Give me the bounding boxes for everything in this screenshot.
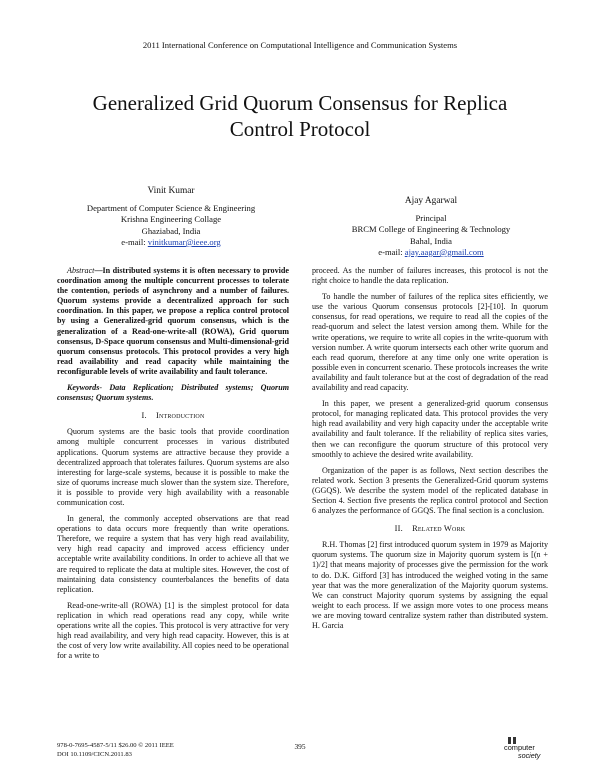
author-block-1 [55,186,287,248]
conference-header: 2011 International Conference on Computational Intelligence and Communication Systems [142,40,458,50]
author-name: Vinit Kumar [147,186,195,196]
section-number: II. [394,524,403,534]
abstract [57,266,289,377]
page-number: 395 [294,742,306,751]
logo-word-society: society [518,751,541,760]
section-title: Related Work [412,524,466,534]
author-name: Ajay Agarwal [404,196,458,206]
author-block-2 [312,196,550,258]
paragraph: Organization of the paper is as follows, Next section describes the related work. Section 3 presents the Generalized-Grid quorum systems (GGQS). We describe the system model of the replicated database in Section 4. Section five presents the replica control protocol and Section 6 analyzes the performance of GGQS. The final section is a conclusion. [312,465,548,516]
paragraph: R.H. Thomas [2] first introduced quorum system in 1979 as Majority quorum systems. The quorum size in Majority quorum system is [(n + 1)/2] that means majority of processes give the permission for the work to do. D.K. Gifford [3] has introduced the weighed voting in the same year that was the more generalization of the Majority quorum systems. We can construct Majority quorum systems by assigning the equal weight to each process. If we assign more votes to one process means we are moving toward centralize system rather than distributed system. H. Garcia [312,540,548,630]
paragraph: proceed. As the number of failures increases, this protocol is not the right choice to handle the data replication. [312,266,548,286]
author-location: Bahal, India [410,235,452,246]
author-email-link[interactable]: ajay.aagar@gmail.com [404,246,484,257]
section-heading-introduction [57,411,289,421]
computer-society-logo-icon [500,737,550,763]
author-org: Krishna Engineering Collage [120,214,222,225]
title-line-1: Generalized Grid Quorum Consensus for Replica [92,91,508,115]
paragraph: To handle the number of failures of the replica sites efficiently, we use the various Quorum consensus protocols [2]-[10]. In quorum consensus, for read operations, we require to read all the copies of the read-quorum and select the latest version among them. While for the write operations, we require to write all copies in the write-quorum with version number. A write quorum intersects each other write quorum and each read quorum, therefore at any time only one write operation is possible even in concurrent scenario. These protocols increases the write availability and fault tolerance but at the cost of degradation of the read availability and read capacity. [312,292,548,393]
paper-title [40,90,560,142]
author-dept: Department of Computer Science & Engineering [86,203,256,214]
section-number: I. [141,411,147,421]
left-column [57,266,289,667]
email-label: e-mail: [378,246,403,257]
author-location: Ghaziabad, India [141,225,201,236]
author-email-line [55,237,287,248]
title-line-2: Control Protocol [229,117,371,141]
logo-word-computer: computer [504,743,535,752]
author-dept: Principal [415,213,447,224]
author-org: BRCM College of Engineering & Technology [351,224,511,235]
section-title: Introduction [155,411,205,421]
paragraph: Read-one-write-all (ROWA) [1] is the simplest protocol for data replication in which read operations read any copy, while write operations write all the copies. This protocol is very attractive for very high read availability, and very high read capacity. However, this is at the cost of very low write availability. All copies need to be operational for a write to [57,600,289,661]
section-heading-related-work [312,524,548,534]
author-email-link[interactable]: vinitkumar@ieee.org [147,236,221,247]
paragraph: In this paper, we present a generalized-grid quorum consensus protocol, for managing replicated data. This protocol provides the very high read availability and very high capacity under the acceptable write availability and fault tolerance. If the reliability of replica sites varies, then we can reconfigure the quorum structure of this protocol very smoothly to achieve the desired write availability. [312,399,548,459]
abstract-dash: — [94,266,103,275]
paragraph: In general, the commonly accepted observations are that read operations to data occurs more frequently than write operations. Therefore, we require a system that has very high read availability, very high read capacity and improved access efficiency under acceptable write availability conditions. In order to achieve all that we are required to replicate the data at multiple sites. However, the cost of maintaining data consistency counterbalances the benefits of data replication. [57,514,289,594]
abstract-text: In distributed systems it is often necessary to provide coordination among the multiple concurrent processes to tolerate the contention, periods of asynchrony and a number of failures. Quorum systems provide a decentralized approach for such coordination. In this paper, we propose a replica control protocol by using a Generalized-grid quorum consensus, which is the generalization of a Read-one-write-all (ROWA), Grid quorum consensus, D-Space quorum consensus and Multi-dimensional-grid quorum consensus protocols. This protocol provides a very high read availability and read capacity while maintaining the reconfigurable levels of write availability and fault tolerance. [57,266,289,376]
abstract-lead: Abstract [67,266,95,275]
paragraph: Quorum systems are the basic tools that provide coordination among multiple concurrent processes in various distributed applications. Quorum systems are attractive because they provide a decentralized approach that tolerates failures. Quorum systems are also interesting for large-scale systems, because it is possible to make the size of quorums increase much slower than the system size. Therefore, it is possible to provide very high availability with a reasonable communication cost. [57,427,289,507]
keywords: Keywords- Data Replication; Distributed systems; Quorum consensus; Quorum systems. [57,383,289,403]
right-column [312,266,548,637]
author-email-line [312,247,550,258]
doi-line: DOI 10.1109/CICN.2011.83 [57,750,132,758]
email-label: e-mail: [121,236,146,247]
isbn-line: 978-0-7695-4587-5/11 $26.00 © 2011 IEEE [57,742,174,749]
